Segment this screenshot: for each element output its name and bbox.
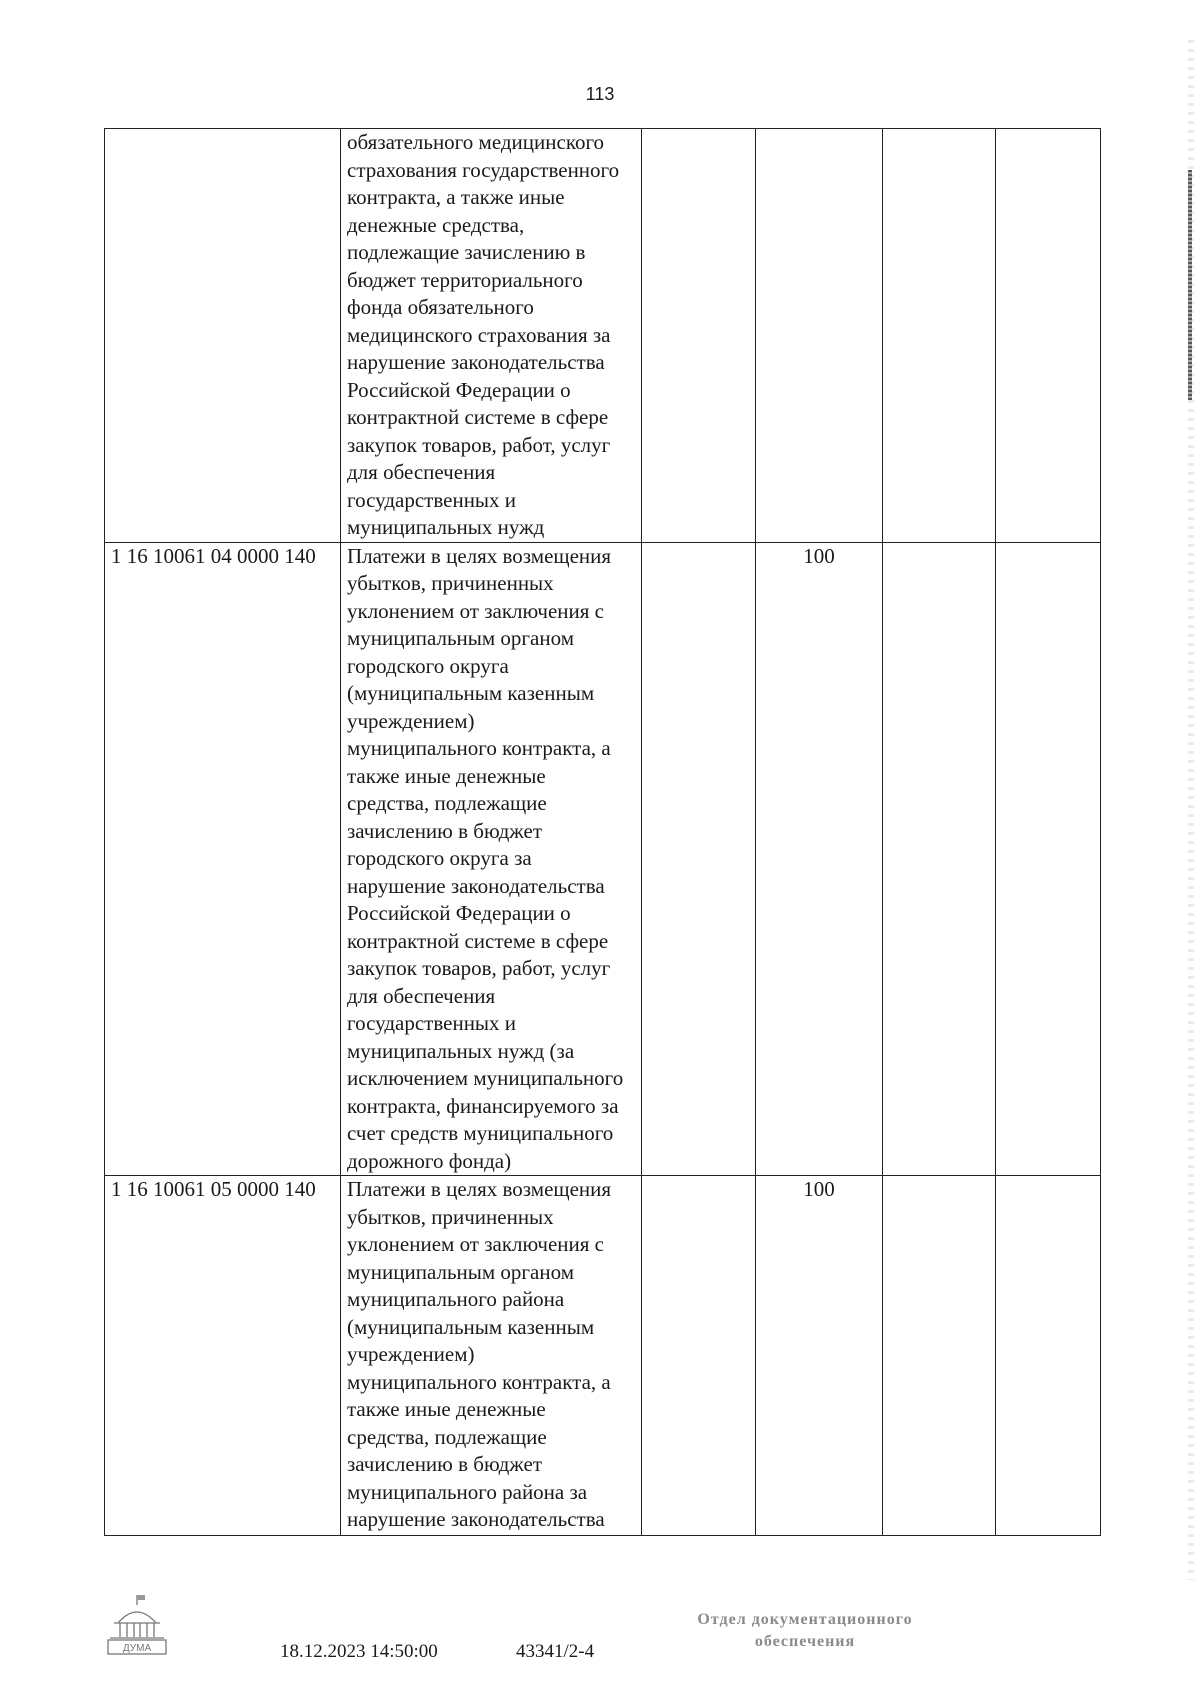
table-row bbox=[105, 129, 1101, 543]
value-cell bbox=[996, 542, 1101, 1176]
page-number: 113 bbox=[585, 84, 615, 104]
table-row bbox=[105, 542, 1101, 1176]
value-cell bbox=[996, 129, 1101, 543]
value-cell bbox=[756, 129, 883, 543]
stamp-line: Отдел документационного bbox=[697, 1611, 913, 1628]
code-cell: 1 16 10061 04 0000 140 bbox=[105, 542, 341, 1176]
value-cell bbox=[883, 542, 996, 1176]
table-row bbox=[105, 1176, 1101, 1536]
scan-artifact bbox=[1188, 170, 1192, 400]
code-cell: 1 16 10061 05 0000 140 bbox=[105, 1176, 341, 1536]
value-cell bbox=[642, 129, 756, 543]
value-cell bbox=[996, 1176, 1101, 1536]
description-cell: Платежи в целях возмещения убытков, причиненных уклонением от заключения с муниципальным органом муниципального района (муниципальным казенным учреждением) муниципального контракта, а также иные денежные средства, подлежащие зачислению в бюджет муниципального района за нарушение законодательства bbox=[341, 1176, 642, 1536]
budget-codes-table bbox=[104, 128, 1101, 1536]
department-stamp bbox=[640, 1609, 970, 1653]
duma-logo-icon bbox=[104, 1593, 170, 1657]
value-cell bbox=[883, 1176, 996, 1536]
description-cell: обязательного медицинского страхования государственного контракта, а также иные денежные средства, подлежащие зачислению в бюджет территориального фонда обязательного медицинского страхования за нарушение законодательства Российской Федерации о контрактной системе в сфере закупок товаров, работ, услуг для обеспечения государственных и муниципальных нужд bbox=[341, 129, 642, 543]
value-cell bbox=[642, 1176, 756, 1536]
stamp-line: обеспечения bbox=[754, 1633, 856, 1650]
value-cell: 100 bbox=[756, 542, 883, 1176]
description-cell: Платежи в целях возмещения убытков, причиненных уклонением от заключения с муниципальным органом городского округа (муниципальным казенным учреждением) муниципального контракта, а также иные денежные средства, подлежащие зачислению в бюджет городского округа за нарушение законодательства Российской Федерации о контрактной системе в сфере закупок товаров, работ, услуг для обеспечения государственных и муниципальных нужд (за исключением муниципального контракта, финансируемого за счет средств муниципального дорожного фонда) bbox=[341, 542, 642, 1176]
value-cell bbox=[642, 542, 756, 1176]
footer-date: 18.12.2023 14:50:00 bbox=[280, 1641, 438, 1662]
value-cell bbox=[883, 129, 996, 543]
value-cell: 100 bbox=[756, 1176, 883, 1536]
code-cell bbox=[105, 129, 341, 543]
svg-text:ДУМА: ДУМА bbox=[122, 1643, 152, 1654]
registration-number: 43341/2-4 bbox=[516, 1641, 595, 1662]
